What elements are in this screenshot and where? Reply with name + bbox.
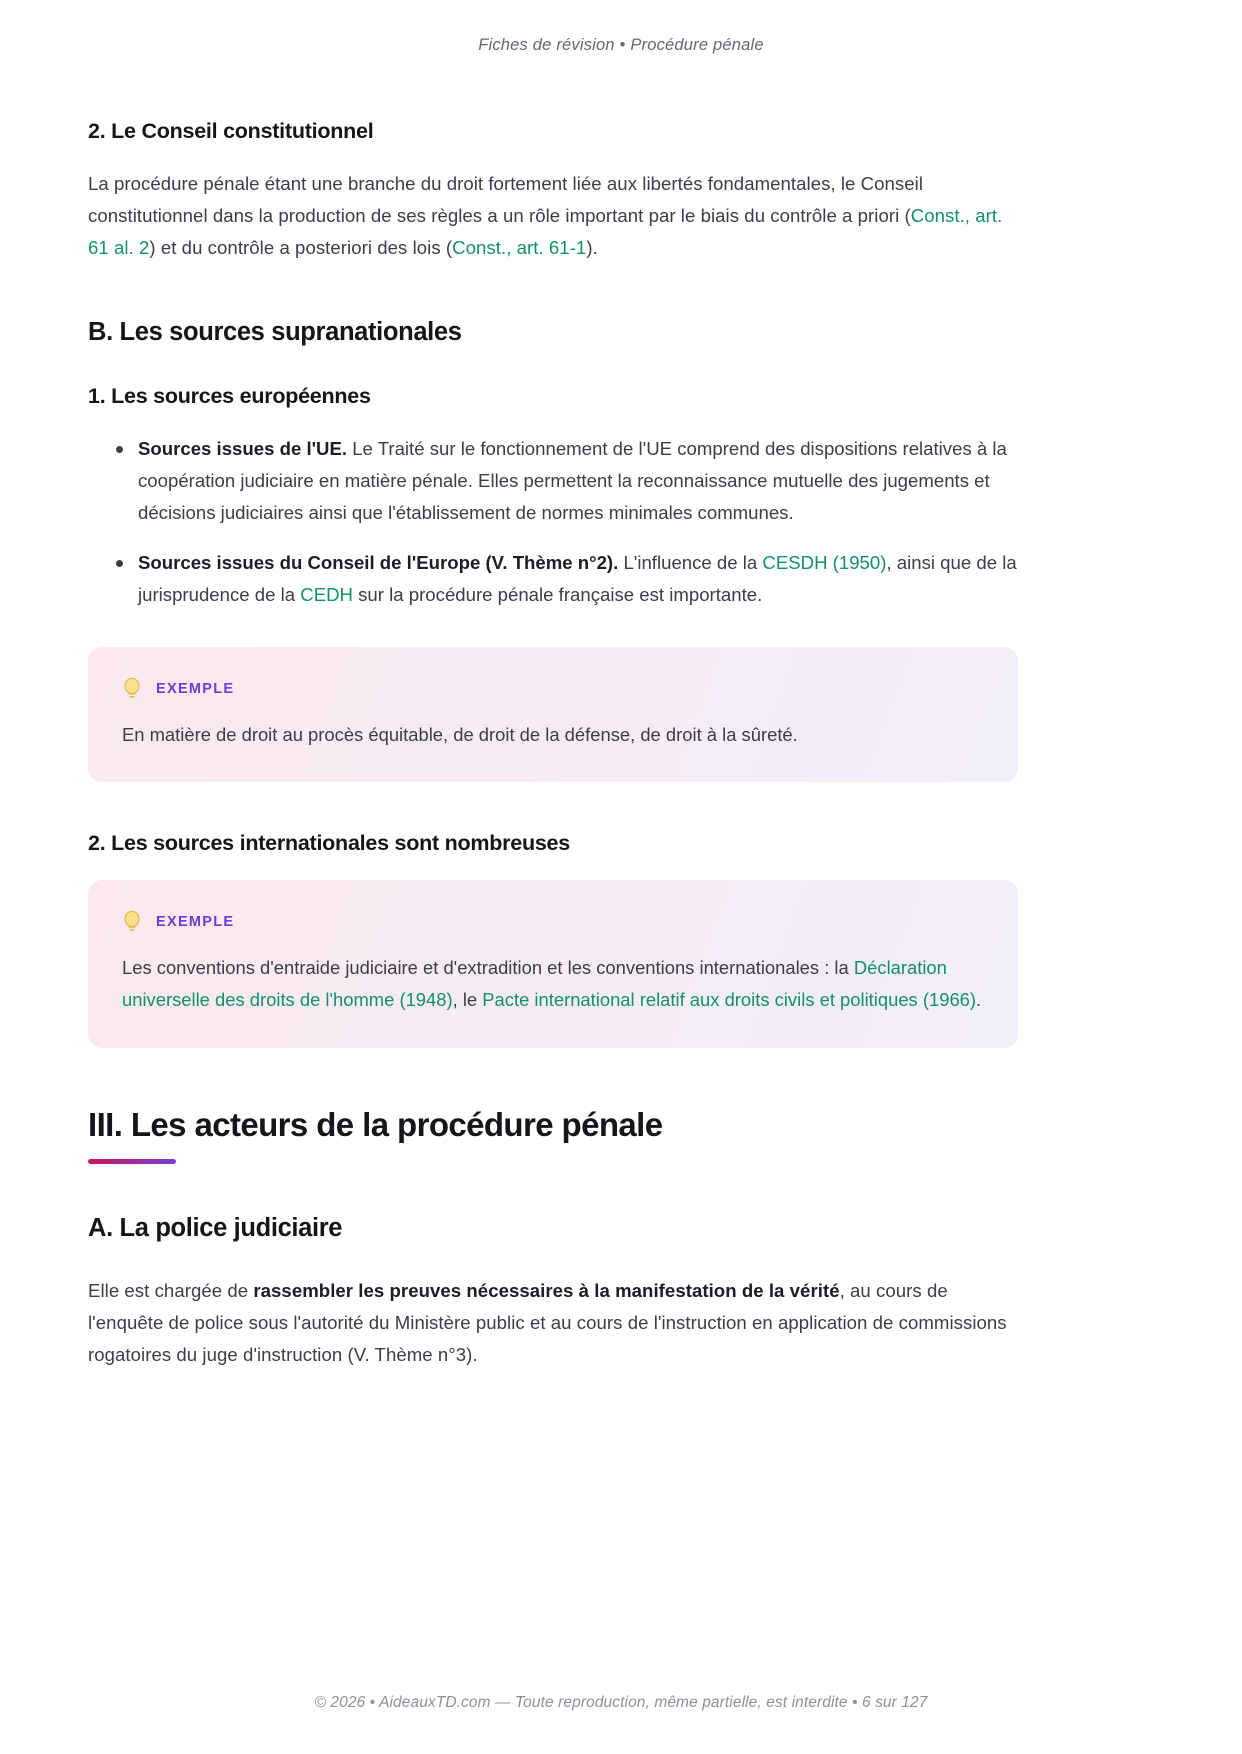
list-item-text: , ainsi que de la jurisprudence de la	[138, 551, 1017, 605]
paragraph-text-part: La procédure pénale étant une branche du droit fortement liée aux libertés fondamentales, le Conseil constitutionnel dans la production de ses règles a un rôle important par le biais du contrôle a priori (	[88, 172, 924, 226]
heading-acteurs-procedure-penale: III. Les acteurs de la procédure pénale	[88, 1105, 663, 1143]
heading-conseil-constitutionnel: 2. Le Conseil constitutionnel	[88, 119, 374, 143]
callout-header	[122, 910, 984, 934]
callout-text-part: Les conventions d'entraide judiciaire et d'extradition et les conventions internationales : la	[122, 957, 854, 979]
legal-reference-pacte-international: Pacte international relatif aux droits civils et politiques (1966)	[482, 989, 977, 1011]
list-item-lead: Sources issues de l'UE.	[138, 437, 348, 459]
lightbulb-icon	[122, 910, 142, 934]
paragraph-conseil-constitutionnel	[88, 168, 1018, 264]
legal-reference-cesdh: CESDH (1950)	[762, 551, 887, 573]
heading-sources-europeennes: 1. Les sources européennes	[88, 383, 371, 408]
list-item-lead: Sources issues du Conseil de l'Europe (V. Thème n°2).	[138, 551, 619, 573]
running-header: Fiches de révision • Procédure pénale	[478, 36, 764, 54]
paragraph-text-part: ).	[586, 236, 598, 258]
callout-header	[122, 677, 984, 701]
legal-reference-cedh: CEDH	[300, 583, 353, 605]
callout-body	[122, 952, 984, 1015]
callout-text-part: , le	[452, 989, 483, 1011]
example-callout	[88, 880, 1018, 1047]
lightbulb-icon	[122, 677, 142, 701]
document-content	[88, 118, 1018, 1371]
list-item-text: L'influence de la	[618, 551, 763, 573]
paragraph-text-part: ) et du contrôle a posteriori des lois (	[149, 236, 453, 258]
callout-text-part: .	[976, 989, 982, 1011]
section-accent-rule	[88, 1159, 176, 1164]
paragraph-police-judiciaire	[88, 1275, 1018, 1371]
list-item-text: sur la procédure pénale française est importante.	[352, 583, 763, 605]
heading-sources-supranationales: B. Les sources supranationales	[88, 317, 462, 346]
section-acteurs	[88, 1104, 1018, 1164]
list-item-text: Le Traité sur le fonctionnement de l'UE comprend des dispositions relatives à la coopération judiciaire en matière pénale. Elles permettent la reconnaissance mutuelle des jugements et décisions judiciaires ainsi que l'établissement de normes minimales communes.	[138, 437, 1007, 523]
legal-reference-declaration-universelle: Déclaration universelle des droits de l'homme (1948)	[122, 957, 947, 1011]
legal-reference-const-61-1: Const., art. 61-1	[452, 236, 587, 258]
example-callout	[88, 647, 1018, 783]
bullet-list-sources-europeennes	[88, 433, 1018, 611]
heading-sources-internationales: 2. Les sources internationales sont nombreuses	[88, 831, 570, 856]
callout-label: EXEMPLE	[156, 680, 235, 697]
paragraph-text-part: Elle est chargée de	[88, 1280, 254, 1302]
paragraph-text-part: , au cours de l'enquête de police sous l'autorité du Ministère public et au cours de l'instruction en application de commissions rogatoires du juge d'instruction (V. Thème n°3).	[88, 1280, 1007, 1365]
list-item	[88, 433, 1018, 529]
heading-police-judiciaire: A. La police judiciaire	[88, 1213, 343, 1242]
page-footer: © 2026 • AideauxTD.com — Toute reproduction, même partielle, est interdite • 6 sur 127	[314, 1694, 928, 1711]
callout-label: EXEMPLE	[156, 914, 235, 931]
legal-reference-const-61-al2: Const., art. 61 al. 2	[88, 204, 1003, 258]
paragraph-emphasis: rassembler les preuves nécessaires à la manifestation de la vérité	[253, 1280, 840, 1302]
list-item	[88, 547, 1018, 611]
callout-body: En matière de droit au procès équitable, de droit de la défense, de droit à la sûreté.	[122, 723, 798, 745]
